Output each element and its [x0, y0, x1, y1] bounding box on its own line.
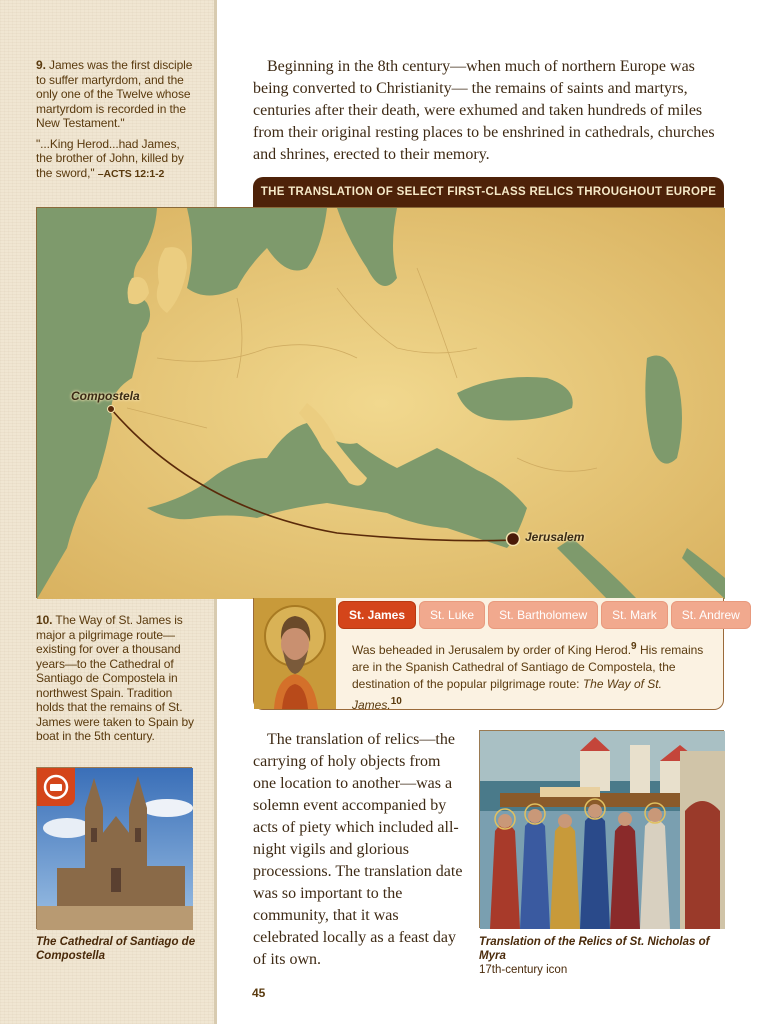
jerusalem-label: Jerusalem — [525, 530, 585, 544]
tab-st-james[interactable]: St. James — [338, 601, 416, 629]
footnote-10-number: 10. — [36, 613, 53, 627]
saint-tabs — [338, 601, 751, 629]
footnote-10 — [36, 613, 196, 750]
tab-st-luke[interactable]: St. Luke — [419, 601, 485, 629]
footnote-ref-10: 10 — [390, 696, 402, 707]
relics-panel — [253, 598, 740, 712]
route-name: The Way of St. James. — [352, 677, 662, 712]
cathedral-photo — [36, 767, 192, 929]
icon-caption-subtitle: 17th-century icon — [479, 964, 568, 976]
footnote-10-text: The Way of St. James is major a pilgrimage route—existing for over a thousand years—to the Cathedral of Santiago de Compostela in northwest Spain. Tradition holds that the remains of St. James were taken to Spain by boat in the 5th century. — [36, 613, 194, 743]
icon-caption-title: Translation of the Relics of St. Nicholas of Myra — [479, 936, 710, 962]
relics-map — [36, 207, 724, 598]
intro-paragraph: Beginning in the 8th century—when much of northern Europe was being converted to Christianity— the remains of saints and martyrs, centuries after their death, were exhumed and taken hundreds of miles from their original resting places to be enshrined in cathedrals, churches and shrines, erected to their memory. — [253, 58, 715, 163]
page-number: 45 — [252, 986, 266, 1000]
tab-st-andrew[interactable]: St. Andrew — [671, 601, 751, 629]
saint-description — [352, 638, 714, 714]
translation-paragraph: The translation of relics—the carrying of holy objects from one location to another—was a solemn event accompanied by acts of piety which included all-night vigils and glorious processions. The translation date was so important to the community, that it was celebrated locally as a feast day of its own. — [253, 731, 463, 968]
map-illustration — [37, 208, 725, 599]
procession-illustration — [480, 731, 725, 929]
saint-description-part2: His remains are in the Spanish Cathedral of Santiago de Compostela, the destination of the popular pilgrimage route: — [352, 643, 704, 691]
map-title: THE TRANSLATION OF SELECT FIRST-CLASS RELICS THROUGHOUT EUROPE — [253, 177, 724, 207]
footnote-9-quote: "...King Herod...had James, the brother of John, killed by the sword," — [36, 136, 184, 180]
footnote-9-number: 9. — [36, 58, 46, 72]
footnote-9-text: James was the first disciple to suffer martyrdom, and the only one of the Twelve whose martyrdom is recorded in the New Testament." — [36, 58, 193, 130]
camera-icon[interactable] — [37, 768, 75, 806]
compostela-label: Compostela — [71, 389, 140, 403]
compostela-marker[interactable] — [108, 406, 115, 413]
cathedral-caption-text: The Cathedral of Santiago de Compostella — [36, 936, 196, 962]
cathedral-caption — [36, 935, 206, 963]
tab-st-mark[interactable]: St. Mark — [601, 601, 668, 629]
st-nicholas-icon-image — [479, 730, 724, 928]
footnote-9 — [36, 58, 196, 187]
saint-description-part1: Was beheaded in Jerusalem by order of King Herod. — [352, 643, 632, 657]
footnote-9-reference: –ACTS 12:1-2 — [97, 167, 165, 180]
footnote-ref-9: 9 — [631, 641, 637, 652]
jerusalem-marker[interactable] — [507, 533, 520, 546]
tab-st-bartholomew[interactable]: St. Bartholomew — [488, 601, 598, 629]
saint-portrait — [254, 598, 336, 709]
icon-caption — [479, 935, 729, 977]
